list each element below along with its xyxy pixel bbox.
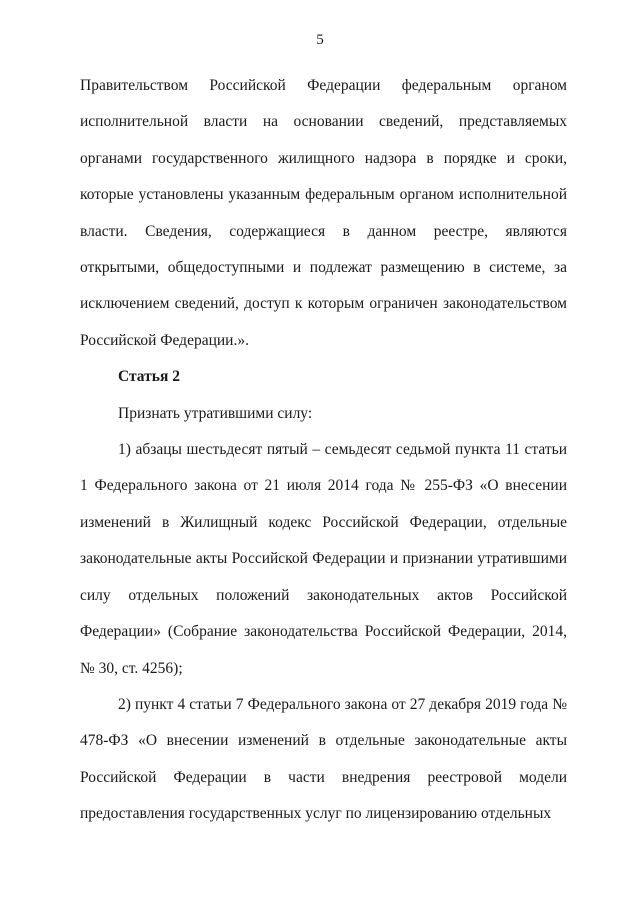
article-item-2: 2) пункт 4 статьи 7 Федерального закона от 27 декабря 2019 года № 478-ФЗ «О внесении изменений в отдельные законодательные акты Российской Федерации в части внедрения реестровой модели предоставления государственных услуг по лицензированию отдельных (80, 695, 567, 823)
continued-paragraph: Правительством Российской Федерации федеральным органом исполнительной власти на основании сведений, представляемых органами государственного жилищного надзора в порядке и сроки, которые установлены указанным федеральным органом исполнительной власти. Сведения, содержащиеся в данном реестре, являются открытыми, общедоступными и подлежат размещению в системе, за исключением сведений, доступ к которым ограничен законодательством Российской Федерации.». (80, 77, 567, 349)
article-heading: Статья 2 (118, 368, 180, 386)
page-number: 5 (316, 32, 324, 48)
document-body (80, 68, 567, 833)
article-item-1: 1) абзацы шестьдесят пятый – семьдесят седьмой пункта 11 статьи 1 Федерального закона от 21 июля 2014 года № 255-ФЗ «О внесении изменений в Жилищный кодекс Российской Федерации, отдельные законодательные акты Российской Федерации и признании утратившими силу отдельных положений законодательных актов Российской Федерации» (Собрание законодательства Российской Федерации, 2014, № 30, ст. 4256); (80, 441, 567, 677)
article-intro: Признать утратившими силу: (118, 404, 313, 422)
